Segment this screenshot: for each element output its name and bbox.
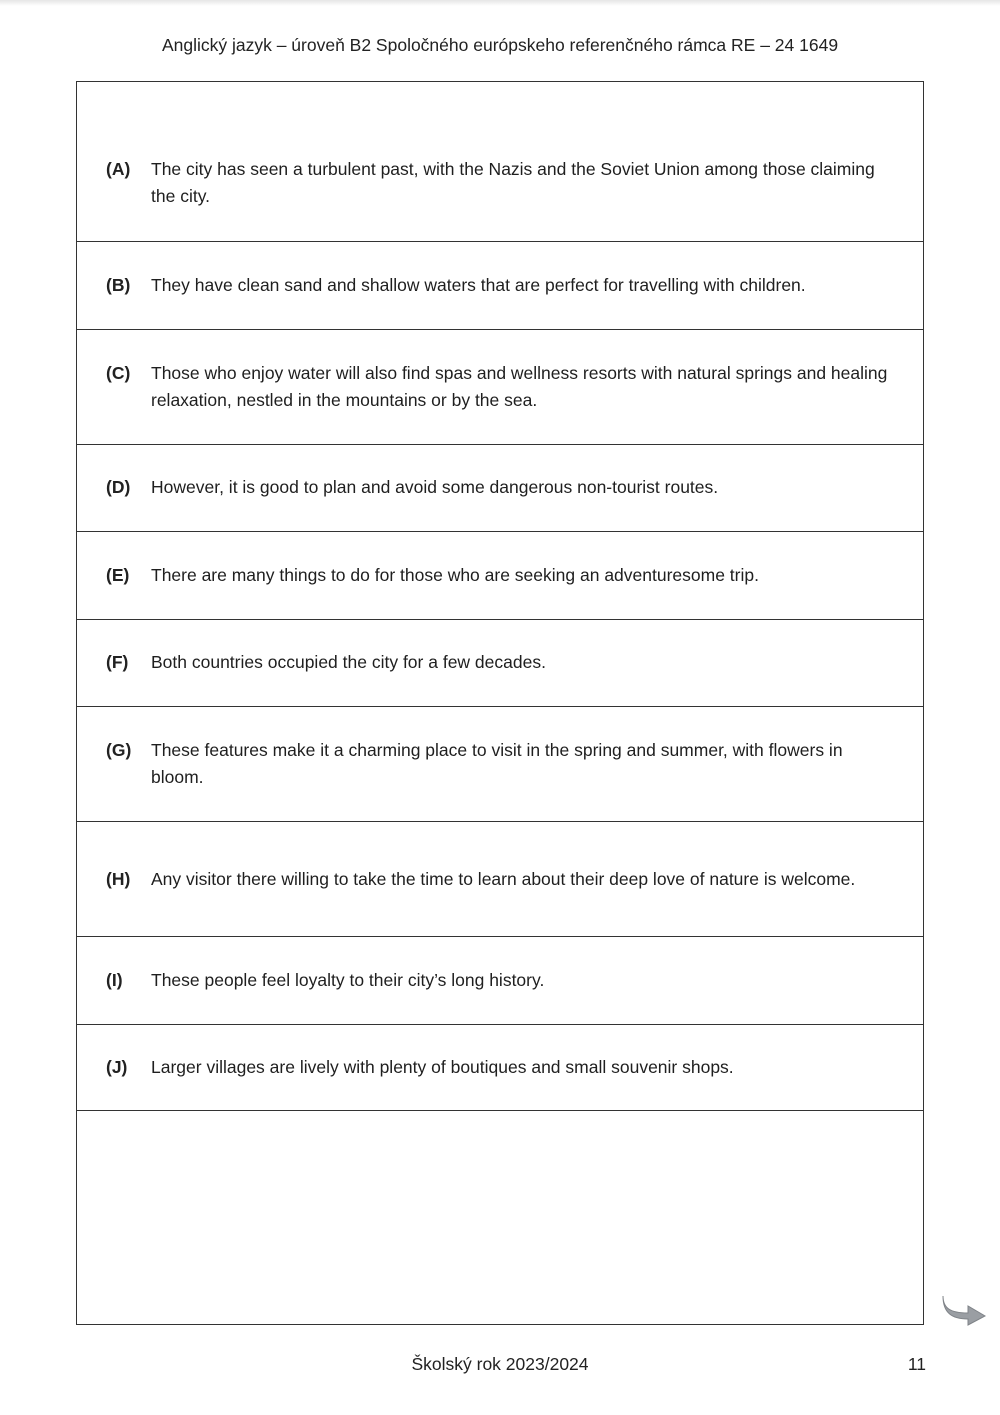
option-row-h [77,821,923,936]
option-text-a: The city has seen a turbulent past, with the Nazis and the Soviet Union among those claiming the city. [151,159,875,206]
option-label-f: (F) [106,652,129,673]
option-label-a: (A) [106,159,131,179]
option-label-j: (J) [106,1056,128,1077]
option-text-e: There are many things to do for those who are seeking an adventuresome trip. [151,564,759,585]
option-text-f: Both countries occupied the city for a few decades. [151,652,546,673]
footer-school-year: Školský rok 2023/2024 [411,1354,589,1374]
option-row-g [77,706,923,821]
option-label-i: (I) [106,969,123,990]
option-row-e [77,531,923,619]
next-page-arrow-icon [940,1292,988,1326]
option-text-j: Larger villages are lively with plenty of boutiques and small souvenir shops. [151,1056,734,1077]
option-text-d: However, it is good to plan and avoid some dangerous non-tourist routes. [151,477,719,498]
option-row-a [77,125,923,241]
page-number: 11 [907,1354,926,1374]
option-text-c: Those who enjoy water will also find spas and wellness resorts with natural springs and healing relaxation, nestled in the mountains or by the sea. [151,362,888,410]
option-row-j [77,1024,923,1112]
page-header: Anglický jazyk – úroveň B2 Spoločného európskeho referenčného rámca RE – 24 1649 [161,35,839,55]
option-label-b: (B) [106,274,131,295]
option-label-d: (D) [106,477,131,498]
option-row-i [77,936,923,1024]
option-text-h: Any visitor there willing to take the time to learn about their deep love of nature is welcome. [151,868,856,889]
options-box [76,81,924,1325]
option-text-g: These features make it a charming place to visit in the spring and summer, with flowers in bloom. [151,740,843,787]
option-text-b: They have clean sand and shallow waters that are perfect for travelling with children. [151,274,806,295]
option-row-b [77,241,923,329]
option-row-c [77,329,923,444]
page-top-shade [0,0,1000,6]
option-row-f [77,619,923,707]
option-row-d [77,444,923,532]
option-label-e: (E) [106,564,130,585]
option-label-c: (C) [106,362,131,383]
option-label-g: (G) [106,740,132,760]
options-box-top-space [77,82,923,125]
option-text-i: These people feel loyalty to their city’s long history. [151,969,545,990]
option-label-h: (H) [106,868,131,889]
